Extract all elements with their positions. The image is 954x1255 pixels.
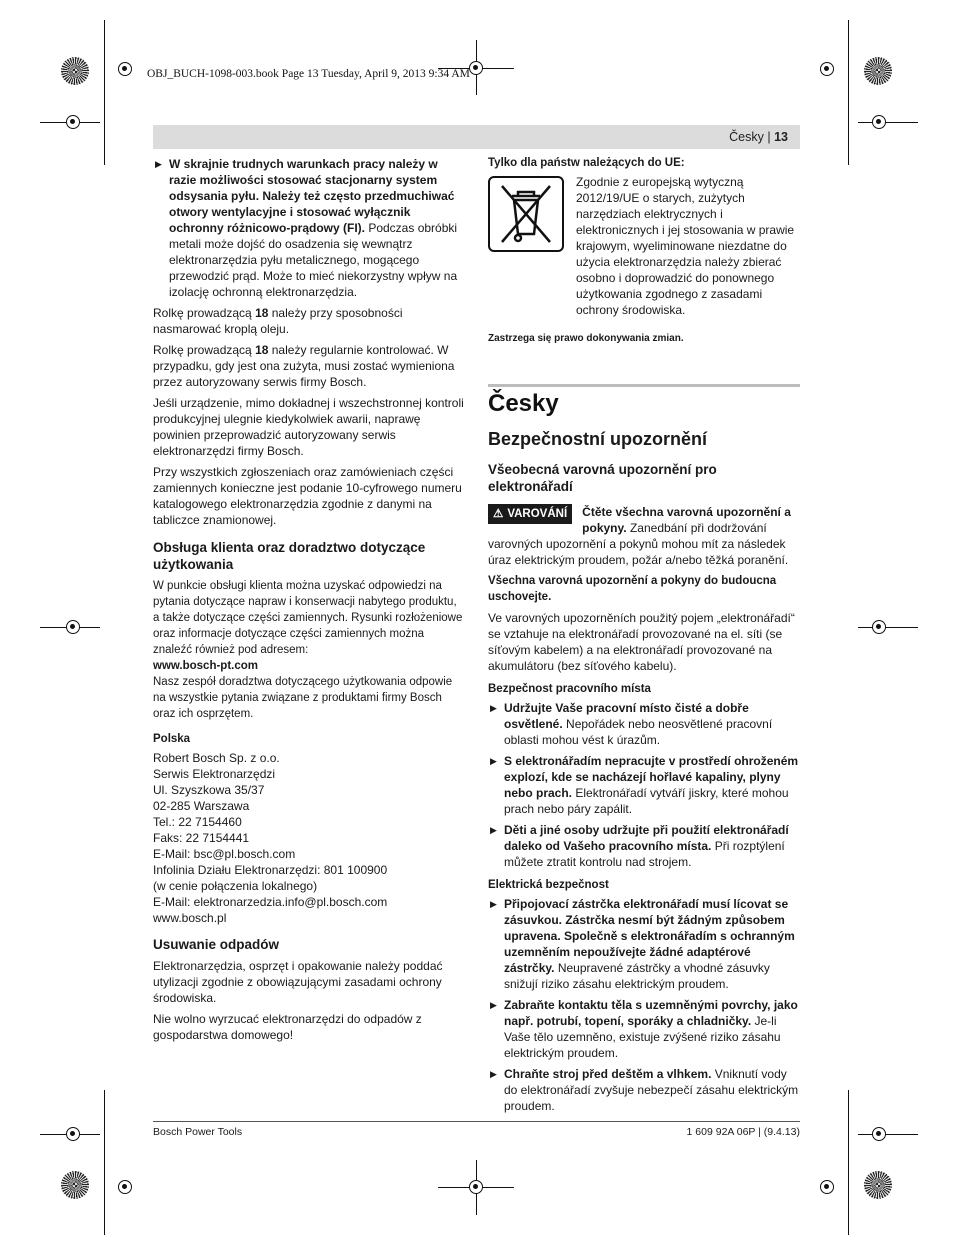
section-title: Bezpečnostní upozornění [488, 429, 708, 449]
paragraph: Ve varovných upozorněních použitý pojem „elektronářadí“ se vztahuje na elektronářadí provozované na el. síti (se síťovým kabelem) a na elektronářadí provozované na akumulátoru (bez síťového kabelu). [488, 611, 795, 673]
bullet-bold-text: Chraňte stroj před deštěm a vlhkem. [504, 1067, 712, 1081]
address-line: Robert Bosch Sp. z o.o. [153, 751, 280, 765]
address-line: (w cenie połączenia lokalnego) [153, 879, 318, 893]
paragraph: Nasz zespół doradztwa dotyczącego użytkowania odpowie na wszystkie pytania związane z produktami firmy Bosch oraz ich osprzętem. [153, 676, 453, 720]
section-divider [488, 384, 800, 387]
crop-line [848, 1090, 849, 1235]
registration-mark-icon [61, 1171, 89, 1199]
registration-mark-icon [872, 620, 886, 634]
bullet-text: Podczas obróbki metali może dojść do osadzenia się wewnątrz elektronarzędzia pyłu metalicznego, mogącego przewodzić prąd. Może to mieć niekorzystny wpływ na izolację ochronną elektronarzędzia. [169, 221, 458, 299]
address-line: Serwis Elektronarzędzi [153, 767, 276, 781]
footer-brand: Bosch Power Tools [153, 1126, 243, 1138]
weee-crossed-bin-icon [488, 176, 564, 252]
footer-rule [153, 1121, 800, 1122]
registration-mark-icon [872, 1127, 886, 1141]
address-line: Faks: 22 7154441 [153, 831, 250, 845]
paragraph [153, 342, 465, 390]
bullet-triangle-icon: ▶ [490, 1000, 497, 1010]
registration-mark-icon [872, 115, 886, 129]
bullet-bold-text: Děti a jiné osoby udržujte při použití elektronářadí daleko od Vašeho pracovního místa. [504, 823, 789, 853]
address-line: 02-285 Warszawa [153, 799, 250, 813]
paragraph: Jeśli urządzenie, mimo dokładnej i wszechstronnej kontroli produkcyjnej ulegnie kiedykolwiek awarii, naprawę powinien przeprowadzić autoryzowany serwis elektronarzędzi firmy Bosch. [153, 396, 464, 458]
bullet-triangle-icon: ▶ [490, 756, 497, 766]
paragraph: Przy wszystkich zgłoszeniach oraz zamówieniach części zamiennych konieczne jest podanie 10-cyfrowego numeru katalogowego elektronarzędzia zgodnie z danymi na tabliczce znamionowej. [153, 465, 462, 527]
bullet-item [153, 156, 465, 300]
crop-line [104, 20, 105, 165]
address-line: E-Mail: elektronarzedzia.info@pl.bosch.com [153, 895, 388, 909]
bullet-item [488, 1066, 800, 1114]
left-column [153, 156, 465, 1048]
registration-mark-icon [118, 1180, 132, 1194]
bullet-bold-text: Připojovací zástrčka elektronářadí musí lícovat se zásuvkou. Zástrčka nesmí být žádným způsobem upravena. Společně s elektronářadím s ochranným uzemněním nepoužívejte žádné adaptérové zástrčky. [504, 897, 795, 975]
bullet-triangle-icon: ▶ [490, 1069, 497, 1079]
part-number: 18 [255, 306, 269, 320]
header-separator: | [763, 130, 775, 144]
paragraph: W punkcie obsługi klienta można uzyskać odpowiedzi na pytania dotyczące napraw i konserwacji nabytego produktu, a także dotyczące części zamiennych. Rysunki rozłożeniowe oraz informacje dotyczące części zamiennych można znaleźć również pod adresem: [153, 580, 463, 656]
registration-mark-icon [864, 57, 892, 85]
page-header-bar [153, 125, 800, 149]
bullet-text: Nepořádek nebo neosvětlené pracovní oblasti mohou vést k úrazům. [504, 717, 773, 747]
weee-text: Zgodnie z europejską wytyczną 2012/19/UE o starych, zużytych narzędziach elektrycznych i elektronicznych i jej stosowania w prawie krajowym, wyeliminowane niezdatne do użycia elektronarzędzia należy zbierać osobno i doprowadzić do ponownego użytkowania zgodnego z zasadami ochrony środowiska. [576, 175, 795, 317]
text: należy regularnie kontrolować. W przypadku, gdy jest ona zużyta, musi zostać wymieniona przez autoryzowany serwis firmy Bosch. [153, 343, 455, 389]
bullet-text: Při rozptýlení můžete ztratit kontrolu nad strojem. [504, 839, 785, 869]
paragraph: Elektronarzędzia, osprzęt i opakowanie należy poddać utylizacji zgodnie z obowiązującymi zasadami ochrony środowiska. [153, 959, 443, 1005]
section-heading: Usuwanie odpadów [153, 937, 280, 952]
bullet-triangle-icon: ▶ [155, 159, 162, 169]
paragraph [153, 305, 465, 337]
subheading: Elektrická bezpečnost [488, 879, 609, 891]
language-title: Česky [488, 390, 559, 417]
registration-mark-icon [469, 61, 483, 75]
header-language: Česky [729, 130, 764, 144]
page-header [729, 130, 788, 144]
address-line: www.bosch.pl [153, 911, 227, 925]
part-number: 18 [255, 343, 269, 357]
service-block [153, 578, 465, 722]
crop-line [858, 122, 918, 123]
warning-block [488, 504, 800, 568]
subheading: Bezpečnost pracovního místa [488, 683, 651, 695]
bullet-item [488, 896, 800, 992]
bullet-bold-text: Zabraňte kontaktu těla s uzemněnými povrchy, jako např. potrubí, topení, sporáky a chladničky. [504, 998, 798, 1028]
address-line: Ul. Szyszkowa 35/37 [153, 783, 265, 797]
registration-mark-icon [118, 62, 132, 76]
website-link[interactable]: www.bosch-pt.com [153, 660, 258, 672]
eu-heading: Tylko dla państw należących do UE: [488, 157, 685, 169]
registration-mark-icon [66, 115, 80, 129]
bullet-bold-text: W skrajnie trudnych warunkach pracy należy w razie możliwości stosować stacjonarny system odsysania pyłu. Należy też często przedmuchiwać otwory wentylacyjne i stosować wyłącznik ochronny różnicowo-prądowy (FI). [169, 157, 455, 235]
keep-instructions: Všechna varovná upozornění a pokyny do budoucna uschovejte. [488, 575, 777, 603]
registration-mark-icon [66, 620, 80, 634]
section-heading: Všeobecná varovná upozornění pro elektronářadí [488, 462, 717, 494]
warning-triangle-icon: ⚠ [493, 508, 504, 520]
crop-line [858, 627, 918, 628]
registration-mark-icon [864, 1171, 892, 1199]
footer-doc-number: 1 609 92A 06P | (9.4.13) [686, 1126, 800, 1138]
warning-badge [488, 504, 572, 524]
crop-line [848, 20, 849, 165]
crop-line [104, 1090, 105, 1235]
section-heading: Obsługa klienta oraz doradztwo dotyczące użytkowania [153, 540, 426, 572]
warning-label: VAROVÁNÍ [507, 508, 568, 520]
weee-block [488, 174, 800, 318]
address-line: E-Mail: bsc@pl.bosch.com [153, 847, 296, 861]
print-slug: OBJ_BUCH-1098-003.book Page 13 Tuesday, April 9, 2013 9:34 AM [147, 68, 470, 80]
bullet-triangle-icon: ▶ [490, 825, 497, 835]
bullet-bold-text: S elektronářadím nepracujte v prostředí ohroženém explozí, kde se nacházejí hořlavé kapaliny, plyny nebo prach. [504, 754, 799, 800]
text: Rolkę prowadzącą [153, 306, 256, 320]
address-block [153, 750, 465, 926]
registration-mark-icon [66, 1127, 80, 1141]
bullet-text: Neupravené zástrčky a vhodné zásuvky snižují riziko zásahu elektrickým proudem. [504, 961, 770, 991]
bullet-text: Elektronářadí vytváří jiskry, které mohou prach nebo páry zapálit. [504, 786, 789, 816]
reservation-note: Zastrzega się prawo dokonywania zmian. [488, 333, 684, 344]
bullet-triangle-icon: ▶ [490, 703, 497, 713]
crop-line [858, 1134, 918, 1135]
registration-mark-icon [820, 62, 834, 76]
bullet-text: Vniknutí vody do elektronářadí zvyšuje nebezpečí zásahu elektrickým proudem. [504, 1067, 799, 1113]
page-number: 13 [774, 130, 788, 144]
text: Rolkę prowadzącą [153, 343, 256, 357]
bullet-triangle-icon: ▶ [490, 899, 497, 909]
right-column [488, 156, 800, 1119]
bullet-text: Je-li Vaše tělo uzemněno, existuje zvýšené riziko zásahu elektrickým proudem. [504, 1014, 781, 1060]
registration-mark-icon [820, 1180, 834, 1194]
bullet-item [488, 753, 800, 817]
registration-mark-icon [61, 57, 89, 85]
registration-mark-icon [469, 1180, 483, 1194]
address-line: Infolinia Działu Elektronarzędzi: 801 100900 [153, 863, 388, 877]
bullet-bold-text: Udržujte Vaše pracovní místo čisté a dobře osvětlené. [504, 701, 749, 731]
bullet-item [488, 700, 800, 748]
warning-text: Zanedbání při dodržování varovných upozornění a pokynů mohou mít za následek úraz elektrickým proudem, požár a/nebo těžká poranění. [488, 521, 789, 567]
text: należy przy sposobności nasmarować kroplą oleju. [153, 306, 403, 336]
bullet-item [488, 822, 800, 870]
address-line: Tel.: 22 7154460 [153, 815, 242, 829]
subheading: Polska [153, 733, 191, 745]
bullet-item [488, 997, 800, 1061]
paragraph: Nie wolno wyrzucać elektronarzędzi do odpadów z gospodarstwa domowego! [153, 1012, 422, 1042]
warning-bold-text: Čtěte všechna varovná upozornění a pokyny. [582, 505, 791, 535]
